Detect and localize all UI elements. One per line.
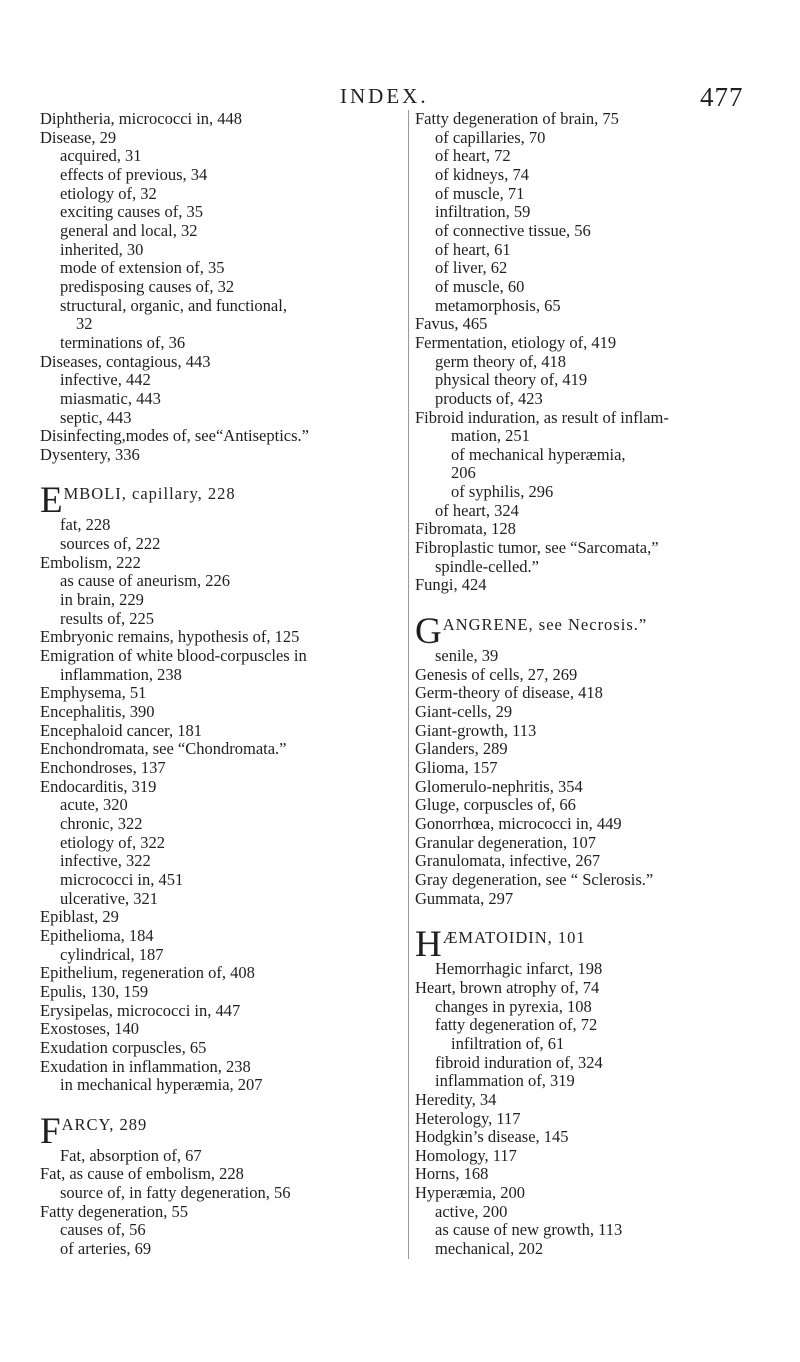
index-entry xyxy=(40,427,400,446)
index-entry-text: infiltration, 59 xyxy=(435,202,531,222)
index-subentry xyxy=(40,371,400,390)
index-entry-text: inflammation of, 319 xyxy=(435,1071,575,1091)
index-entry-text: of capillaries, 70 xyxy=(435,127,546,147)
index-entry-text: inflammation, 238 xyxy=(60,664,182,684)
index-entry-text: Erysipelas, micrococci in, 447 xyxy=(40,1000,241,1020)
index-entry xyxy=(415,520,777,539)
index-entry-text: Fibromata, 128 xyxy=(415,519,516,539)
index-subentry xyxy=(415,647,777,666)
index-entry-text: ÆMATOIDIN, 101 xyxy=(442,928,586,948)
index-subentry xyxy=(415,1035,777,1054)
index-entry xyxy=(415,979,777,998)
index-entry-text: Disease, 29 xyxy=(40,127,117,147)
index-entry xyxy=(415,871,777,890)
index-entry xyxy=(40,759,400,778)
index-entry xyxy=(40,1002,400,1021)
index-entry xyxy=(40,703,400,722)
index-entry-text: ulcerative, 321 xyxy=(60,888,159,908)
index-entry xyxy=(40,628,400,647)
index-entry xyxy=(415,1165,777,1184)
index-entry-text: micrococci in, 451 xyxy=(60,869,184,889)
index-entry-text: Emphysema, 51 xyxy=(40,683,147,703)
index-entry-text: of syphilis, 296 xyxy=(451,482,554,502)
index-subentry xyxy=(40,666,400,685)
index-entry-text: Disinfecting,modes of, see“Antiseptics.” xyxy=(40,426,309,446)
index-subentry xyxy=(40,297,400,316)
index-subentry xyxy=(40,222,400,241)
index-entry-text: predisposing causes of, 32 xyxy=(60,276,235,296)
index-subentry xyxy=(40,241,400,260)
index-subentry xyxy=(40,946,400,965)
index-entry-text: spindle-celled.” xyxy=(435,556,539,576)
index-entry xyxy=(40,1110,400,1152)
index-entry xyxy=(415,852,777,871)
index-entry-text: of mechanical hyperæmia, xyxy=(451,444,626,464)
index-subentry xyxy=(415,278,777,297)
index-entry-text: Homology, 117 xyxy=(415,1145,517,1165)
index-subentry xyxy=(415,1054,777,1073)
index-entry xyxy=(415,703,777,722)
index-subentry xyxy=(415,483,777,502)
index-subentry xyxy=(40,278,400,297)
index-entry xyxy=(40,983,400,1002)
index-subentry xyxy=(40,1221,400,1240)
index-entry-text: sources of, 222 xyxy=(60,534,161,554)
index-entry xyxy=(40,684,400,703)
index-entry xyxy=(40,1020,400,1039)
index-entry-text: of connective tissue, 56 xyxy=(435,220,591,240)
index-entry-text: Fat, absorption of, 67 xyxy=(60,1145,202,1165)
index-subentry xyxy=(415,390,777,409)
index-subentry xyxy=(415,297,777,316)
index-subentry xyxy=(415,185,777,204)
index-entry xyxy=(415,834,777,853)
index-entry xyxy=(40,110,400,129)
index-subentry xyxy=(40,390,400,409)
index-entry xyxy=(415,778,777,797)
index-entry-text: 32 xyxy=(76,314,93,334)
index-entry xyxy=(415,1091,777,1110)
index-entry-text: of heart, 324 xyxy=(435,500,519,520)
index-subentry xyxy=(415,998,777,1017)
index-entry xyxy=(415,924,777,966)
index-entry xyxy=(40,647,400,666)
index-entry-text: infective, 442 xyxy=(60,370,151,390)
index-entry xyxy=(40,722,400,741)
index-entry-text: causes of, 56 xyxy=(60,1220,146,1240)
index-entry-text: Giant-cells, 29 xyxy=(415,702,513,722)
index-entry xyxy=(415,409,777,428)
index-entry-text: Embolism, 222 xyxy=(40,552,141,572)
index-entry-text: fibroid induration of, 324 xyxy=(435,1052,603,1072)
index-entry-text: germ theory of, 418 xyxy=(435,351,567,371)
index-entry-text: as cause of new growth, 113 xyxy=(435,1220,623,1240)
index-subentry xyxy=(40,535,400,554)
index-entry-text: MBOLI, capillary, 228 xyxy=(63,484,236,504)
index-subentry xyxy=(40,815,400,834)
index-entry-text: structural, organic, and functional, xyxy=(60,295,287,315)
index-entry-text: Gummata, 297 xyxy=(415,888,514,908)
index-subentry xyxy=(415,371,777,390)
index-subentry xyxy=(415,222,777,241)
index-entry-text: Enchondromata, see “Chondromata.” xyxy=(40,739,287,759)
index-subentry xyxy=(40,890,400,909)
index-subentry xyxy=(415,147,777,166)
index-entry-text: results of, 225 xyxy=(60,608,154,628)
section-spacer xyxy=(415,595,777,616)
index-subentry xyxy=(415,427,777,446)
index-entry xyxy=(40,1203,400,1222)
index-entry-text: Genesis of cells, 27, 269 xyxy=(415,664,578,684)
index-entry-text: Germ-theory of disease, 418 xyxy=(415,683,603,703)
index-entry-text: cylindrical, 187 xyxy=(60,944,164,964)
index-entry-text: infective, 322 xyxy=(60,851,151,871)
index-entry-text: fatty degeneration of, 72 xyxy=(435,1015,598,1035)
index-entry-text: of arteries, 69 xyxy=(60,1239,152,1259)
index-subentry xyxy=(415,502,777,521)
index-entry-text: Endocarditis, 319 xyxy=(40,776,157,796)
index-entry xyxy=(40,446,400,465)
index-entry xyxy=(415,684,777,703)
index-entry-text: Gray degeneration, see “ Sclerosis.” xyxy=(415,869,654,889)
index-entry-text: Dysentery, 336 xyxy=(40,444,140,464)
index-entry-text: Epithelium, regeneration of, 408 xyxy=(40,963,255,983)
index-subentry xyxy=(40,516,400,535)
index-entry-text: miasmatic, 443 xyxy=(60,388,161,408)
index-entry-text: 206 xyxy=(451,463,476,483)
index-subentry xyxy=(40,796,400,815)
index-entry-text: Gonorrhœa, micrococci in, 449 xyxy=(415,813,622,833)
index-subentry xyxy=(40,1076,400,1095)
index-entry-text: Fibroid induration, as result of inflam- xyxy=(415,407,669,427)
index-entry-text: Hodgkin’s disease, 145 xyxy=(415,1127,569,1147)
index-entry xyxy=(415,1147,777,1166)
index-entry-text: Enchondroses, 137 xyxy=(40,758,166,777)
index-entry-text: effects of previous, 34 xyxy=(60,164,208,184)
index-entry-text: Glanders, 289 xyxy=(415,739,508,759)
index-column-right xyxy=(408,110,777,1259)
running-head: INDEX. xyxy=(340,84,429,108)
section-spacer xyxy=(40,464,400,485)
section-spacer xyxy=(40,1095,400,1116)
index-entry-text: Granulomata, infective, 267 xyxy=(415,851,601,871)
index-entry-text: mode of extension of, 35 xyxy=(60,258,225,278)
index-subentry xyxy=(40,610,400,629)
index-entry-text: mechanical, 202 xyxy=(435,1239,544,1259)
index-subentry xyxy=(40,871,400,890)
index-entry-text: etiology of, 322 xyxy=(60,832,165,852)
index-entry-text: source of, in fatty degeneration, 56 xyxy=(60,1183,291,1203)
index-entry-text: septic, 443 xyxy=(60,407,132,427)
index-entry xyxy=(415,759,777,778)
index-entry-text: Fermentation, etiology of, 419 xyxy=(415,332,617,352)
index-subentry xyxy=(415,1072,777,1091)
index-entry-text: products of, 423 xyxy=(435,388,543,408)
index-entry-text: Encephaloid cancer, 181 xyxy=(40,720,202,740)
index-entry-text: Glomerulo-nephritis, 354 xyxy=(415,776,583,796)
index-subentry xyxy=(415,203,777,222)
index-subentry xyxy=(415,558,777,577)
index-entry-text: senile, 39 xyxy=(435,646,499,666)
index-subentry xyxy=(415,1221,777,1240)
index-entry xyxy=(40,480,400,522)
index-entry-text: infiltration of, 61 xyxy=(451,1033,565,1053)
index-subentry xyxy=(415,1203,777,1222)
index-entry-text: Exostoses, 140 xyxy=(40,1019,139,1039)
index-subentry xyxy=(40,259,400,278)
index-entry-text: fat, 228 xyxy=(60,515,111,535)
index-entry xyxy=(40,908,400,927)
index-subentry xyxy=(415,241,777,260)
index-subentry xyxy=(40,203,400,222)
index-subentry xyxy=(415,1240,777,1259)
index-entry xyxy=(415,611,777,653)
index-entry xyxy=(415,334,777,353)
index-entry-text: Fungi, 424 xyxy=(415,575,487,595)
index-entry-text: Heart, brown atrophy of, 74 xyxy=(415,977,600,997)
index-entry xyxy=(40,1165,400,1184)
index-entry-text: Epulis, 130, 159 xyxy=(40,981,149,1001)
index-subentry xyxy=(415,1016,777,1035)
index-entry-text: physical theory of, 419 xyxy=(435,370,588,390)
section-initial-letter: E xyxy=(40,480,63,522)
index-entry xyxy=(40,353,400,372)
index-entry xyxy=(415,890,777,909)
index-subentry xyxy=(40,852,400,871)
index-entry-text: of heart, 61 xyxy=(435,239,511,259)
index-entry-text: Hemorrhagic infarct, 198 xyxy=(435,959,603,979)
index-entry-text: Granular degeneration, 107 xyxy=(415,832,596,852)
index-entry xyxy=(415,1184,777,1203)
index-subentry xyxy=(40,834,400,853)
index-entry-text: metamorphosis, 65 xyxy=(435,295,561,315)
section-initial-letter: G xyxy=(415,611,442,653)
index-entry xyxy=(40,964,400,983)
index-entry-text: acute, 320 xyxy=(60,795,128,815)
index-entry-text: acquired, 31 xyxy=(60,146,142,166)
index-entry-text: in brain, 229 xyxy=(60,590,144,610)
index-subentry xyxy=(40,1147,400,1166)
index-entry-text: Fatty degeneration of brain, 75 xyxy=(415,109,619,128)
index-entry-text: Giant-growth, 113 xyxy=(415,720,537,740)
section-initial-letter: F xyxy=(40,1110,61,1152)
index-subentry xyxy=(415,960,777,979)
index-entry xyxy=(415,815,777,834)
index-subentry xyxy=(415,166,777,185)
index-entry xyxy=(40,740,400,759)
index-entry-text: as cause of aneurism, 226 xyxy=(60,571,230,591)
index-entry-text: Exudation corpuscles, 65 xyxy=(40,1037,207,1057)
index-subentry xyxy=(415,446,777,465)
index-entry-text: ANGRENE, see Necrosis.” xyxy=(442,615,648,635)
index-subentry xyxy=(40,166,400,185)
index-subentry xyxy=(40,185,400,204)
index-entry-text: exciting causes of, 35 xyxy=(60,202,203,222)
index-entry-text: Glioma, 157 xyxy=(415,758,498,777)
page-number: 477 xyxy=(700,82,744,112)
index-entry-text: Epithelioma, 184 xyxy=(40,925,154,945)
index-entry-text: of kidneys, 74 xyxy=(435,164,529,184)
index-entry-text: Heredity, 34 xyxy=(415,1089,497,1109)
index-entry xyxy=(40,554,400,573)
index-entry xyxy=(415,539,777,558)
index-entry-text: Encephalitis, 390 xyxy=(40,702,155,722)
index-subentry xyxy=(40,591,400,610)
index-entry xyxy=(415,576,777,595)
index-entry-text: of muscle, 60 xyxy=(435,276,525,296)
index-subentry xyxy=(415,259,777,278)
index-subentry xyxy=(40,572,400,591)
index-entry-text: Emigration of white blood-corpuscles in xyxy=(40,646,307,666)
index-subentry xyxy=(415,353,777,372)
index-entry xyxy=(40,1058,400,1077)
index-entry xyxy=(415,315,777,334)
index-entry xyxy=(40,1039,400,1058)
index-entry-text: of muscle, 71 xyxy=(435,183,525,203)
index-entry-text: Fat, as cause of embolism, 228 xyxy=(40,1164,244,1184)
index-entry-text: inherited, 30 xyxy=(60,239,144,259)
index-entry xyxy=(40,129,400,148)
section-spacer xyxy=(415,908,777,929)
index-entry-text: etiology of, 32 xyxy=(60,183,157,203)
index-entry-text: mation, 251 xyxy=(451,426,530,446)
index-entry-text: in mechanical hyperæmia, 207 xyxy=(60,1075,263,1095)
index-subentry xyxy=(415,464,777,483)
index-entry-text: Epiblast, 29 xyxy=(40,907,119,927)
section-initial-letter: H xyxy=(415,924,442,966)
index-entry xyxy=(40,778,400,797)
index-entry-text: Fatty degeneration, 55 xyxy=(40,1201,189,1221)
index-column-left xyxy=(40,110,400,1259)
index-subentry xyxy=(40,147,400,166)
index-entry-text: general and local, 32 xyxy=(60,220,198,240)
index-entry-text: ARCY, 289 xyxy=(61,1114,148,1134)
index-entry-text: Diphtheria, micrococci in, 448 xyxy=(40,109,243,128)
index-entry-text: Fibroplastic tumor, see “Sarcomata,” xyxy=(415,538,659,558)
index-entry-text: chronic, 322 xyxy=(60,813,143,833)
index-entry-text: Gluge, corpuscles of, 66 xyxy=(415,795,576,815)
index-entry-text: Embryonic remains, hypothesis of, 125 xyxy=(40,627,300,647)
index-subentry xyxy=(415,129,777,148)
index-entry xyxy=(415,1128,777,1147)
index-entry xyxy=(415,110,777,129)
index-subentry xyxy=(40,334,400,353)
index-entry xyxy=(415,740,777,759)
index-entry-text: Exudation in inflammation, 238 xyxy=(40,1056,251,1076)
index-subentry xyxy=(40,315,400,334)
index-entry-text: terminations of, 36 xyxy=(60,332,186,352)
index-entry-text: Heterology, 117 xyxy=(415,1108,521,1128)
index-entry-text: changes in pyrexia, 108 xyxy=(435,996,592,1016)
index-subentry xyxy=(40,1240,400,1259)
index-entry-text: Hyperæmia, 200 xyxy=(415,1183,525,1203)
index-entry xyxy=(415,796,777,815)
index-entry xyxy=(415,1110,777,1129)
index-subentry xyxy=(40,1184,400,1203)
index-entry-text: of liver, 62 xyxy=(435,258,508,278)
index-subentry xyxy=(40,409,400,428)
index-entry-text: Favus, 465 xyxy=(415,314,488,334)
index-entry xyxy=(415,666,777,685)
index-entry xyxy=(40,927,400,946)
index-entry-text: Horns, 168 xyxy=(415,1164,489,1184)
index-entry-text: active, 200 xyxy=(435,1201,508,1221)
index-entry-text: Diseases, contagious, 443 xyxy=(40,351,211,371)
index-entry xyxy=(415,722,777,741)
index-entry-text: of heart, 72 xyxy=(435,146,511,166)
